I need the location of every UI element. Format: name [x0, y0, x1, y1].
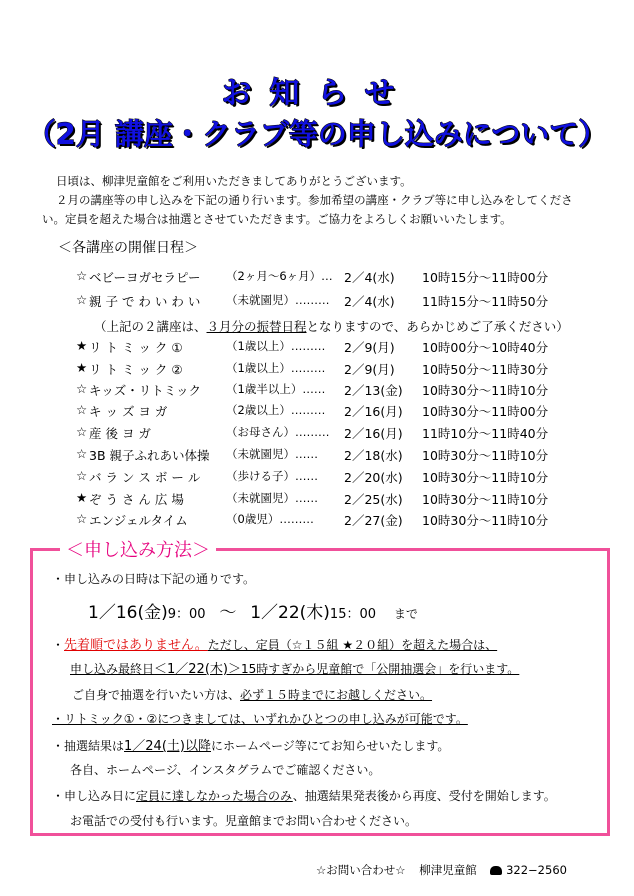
schedule-age: （1歳以上）……… — [226, 339, 326, 353]
schedule-date: 2／4(水) — [344, 294, 395, 309]
method-line-8: 各自、ホームページ、インスタグラムでご確認ください。 — [70, 763, 381, 777]
schedule-row — [76, 338, 596, 358]
schedule-course-name: キッズ・リトミック — [89, 383, 202, 398]
method-line-5: ご自身で抽選を行いたい方は、必ず１５時までにお越しください。 — [72, 688, 433, 702]
schedule-row — [76, 360, 596, 380]
schedule-age: （未就園児）…… — [226, 447, 318, 461]
schedule-course-name: 親 子 で わ い わ い — [89, 294, 201, 309]
method-line-10: お電話での受付も行います。児童館までお問い合わせください。 — [70, 814, 418, 828]
schedule-date: 2／4(水) — [344, 270, 395, 285]
method-heading: ＜申し込み方法＞ — [60, 536, 216, 562]
method-line-3: ・先着順ではありません。ただし、定員（☆１５組 ★２０組）を超えた場合は、 — [52, 638, 498, 653]
schedule-course-name: リ ト ミ ッ ク ① — [89, 340, 183, 355]
schedule-course-name: エンジェルタイム — [89, 513, 188, 528]
schedule-note: （上記の２講座は、３月分の振替日程となりますので、あらかじめご了承ください） — [94, 319, 569, 334]
schedule-date: 2／9(月) — [344, 362, 395, 377]
schedule-mark: ☆ — [76, 446, 88, 461]
schedule-time: 11時15分〜11時50分 — [422, 294, 549, 309]
schedule-mark: ☆ — [76, 468, 88, 483]
schedule-date: 2／13(金) — [344, 383, 403, 398]
method-line-4: 申し込み最終日＜1／22(木)＞15時すぎから児童館で「公開抽選会」を行います。 — [70, 662, 520, 677]
method-line-9: ・申し込み日に定員に達しなかった場合のみ、抽選結果発表後から再度、受付を開始します。 — [52, 789, 556, 803]
schedule-age: （2ヶ月〜6ヶ月）… — [226, 269, 333, 283]
schedule-date: 2／20(水) — [344, 470, 403, 485]
schedule-course-name: 産 後 ヨ ガ — [89, 426, 151, 441]
schedule-time: 10時15分〜11時00分 — [422, 270, 549, 285]
schedule-row — [76, 424, 596, 444]
method-line-7: ・抽選結果は1／24(土)以降にホームページ等にてお知らせいたします。 — [52, 739, 450, 754]
intro-text — [42, 172, 602, 229]
schedule-row — [76, 402, 596, 422]
schedule-time: 10時30分〜11時10分 — [422, 470, 549, 485]
schedule-age: （0歳児）……… — [226, 512, 314, 526]
schedule-mark: ☆ — [76, 511, 88, 526]
schedule-age: （お母さん）……… — [226, 425, 330, 439]
schedule-time: 10時30分〜11時00分 — [422, 404, 549, 419]
schedule-time: 10時50分〜11時30分 — [422, 362, 549, 377]
schedule-mark: ★ — [76, 360, 88, 375]
schedule-time: 10時30分〜11時10分 — [422, 448, 549, 463]
schedule-row — [76, 511, 596, 531]
method-line-6: ・リトミック①・②につきましては、いずれかひとつの申し込みが可能です。 — [52, 712, 468, 726]
schedule-age: （1歳以上）……… — [226, 361, 326, 375]
schedule-time: 11時10分〜11時40分 — [422, 426, 549, 441]
intro-line-3: い。定員を超えた場合は抽選とさせていただきます。ご協力をよろしくお願いいたします。 — [42, 212, 512, 226]
schedule-mark: ☆ — [76, 268, 88, 283]
schedule-course-name: キ ッ ズ ヨ ガ — [89, 404, 168, 419]
schedule-time: 10時30分〜11時10分 — [422, 492, 549, 507]
schedule-mark: ★ — [76, 490, 88, 505]
schedule-time: 10時30分〜11時10分 — [422, 513, 549, 528]
schedule-row — [76, 381, 596, 401]
method-period: 1／16(金)9：00 〜 1／22(木)15：00 まで — [88, 603, 418, 623]
schedule-age: （1歳半以上）…… — [226, 382, 326, 396]
schedule-date: 2／25(水) — [344, 492, 403, 507]
schedule-mark: ☆ — [76, 381, 88, 396]
schedule-row — [76, 292, 596, 312]
schedule-date: 2／18(水) — [344, 448, 403, 463]
schedule-row — [76, 490, 596, 510]
schedule-date: 2／16(月) — [344, 404, 403, 419]
schedule-age: （2歳以上）……… — [226, 403, 326, 417]
schedule-date: 2／27(金) — [344, 513, 403, 528]
page-subtitle: （2月 講座・クラブ等の申し込みについて） — [26, 117, 608, 151]
schedule-course-name: ぞ う さ ん 広 場 — [89, 492, 184, 507]
schedule-course-name: バ ラ ン ス ボ ー ル — [89, 470, 201, 485]
schedule-time: 10時30分〜11時10分 — [422, 383, 549, 398]
intro-line-2: ２月の講座等の申し込みを下記の通り行います。参加希望の講座・クラブ等に申し込みをしてくださ — [56, 193, 573, 207]
schedule-row — [76, 468, 596, 488]
schedule-age: （歩ける子）…… — [226, 469, 318, 483]
schedule-time: 10時00分〜10時40分 — [422, 340, 549, 355]
schedule-age: （未就園児）…… — [226, 491, 318, 505]
page-title: お知らせ — [221, 76, 413, 111]
schedule-course-name: リ ト ミ ッ ク ② — [89, 362, 183, 377]
schedule-mark: ☆ — [76, 424, 88, 439]
schedule-mark: ☆ — [76, 292, 88, 307]
schedule-row — [76, 446, 596, 466]
schedule-row — [76, 268, 596, 288]
schedule-heading: ＜各講座の開催日程＞ — [58, 240, 198, 256]
footer-contact: ☆お問い合わせ☆ 柳津児童館 322−2560 — [316, 863, 567, 877]
schedule-date: 2／9(月) — [344, 340, 395, 355]
telephone-icon — [490, 866, 502, 875]
schedule-age: （未就園児）……… — [226, 293, 330, 307]
intro-line-1: 日頃は、柳津児童館をご利用いただきましてありがとうございます。 — [56, 174, 412, 188]
schedule-date: 2／16(月) — [344, 426, 403, 441]
schedule-mark: ☆ — [76, 402, 88, 417]
schedule-course-name: ベビーヨガセラピー — [89, 270, 201, 285]
schedule-course-name: 3B 親子ふれあい体操 — [89, 448, 210, 463]
method-line-1: ・申し込みの日時は下記の通りです。 — [52, 572, 256, 586]
schedule-mark: ★ — [76, 338, 88, 353]
